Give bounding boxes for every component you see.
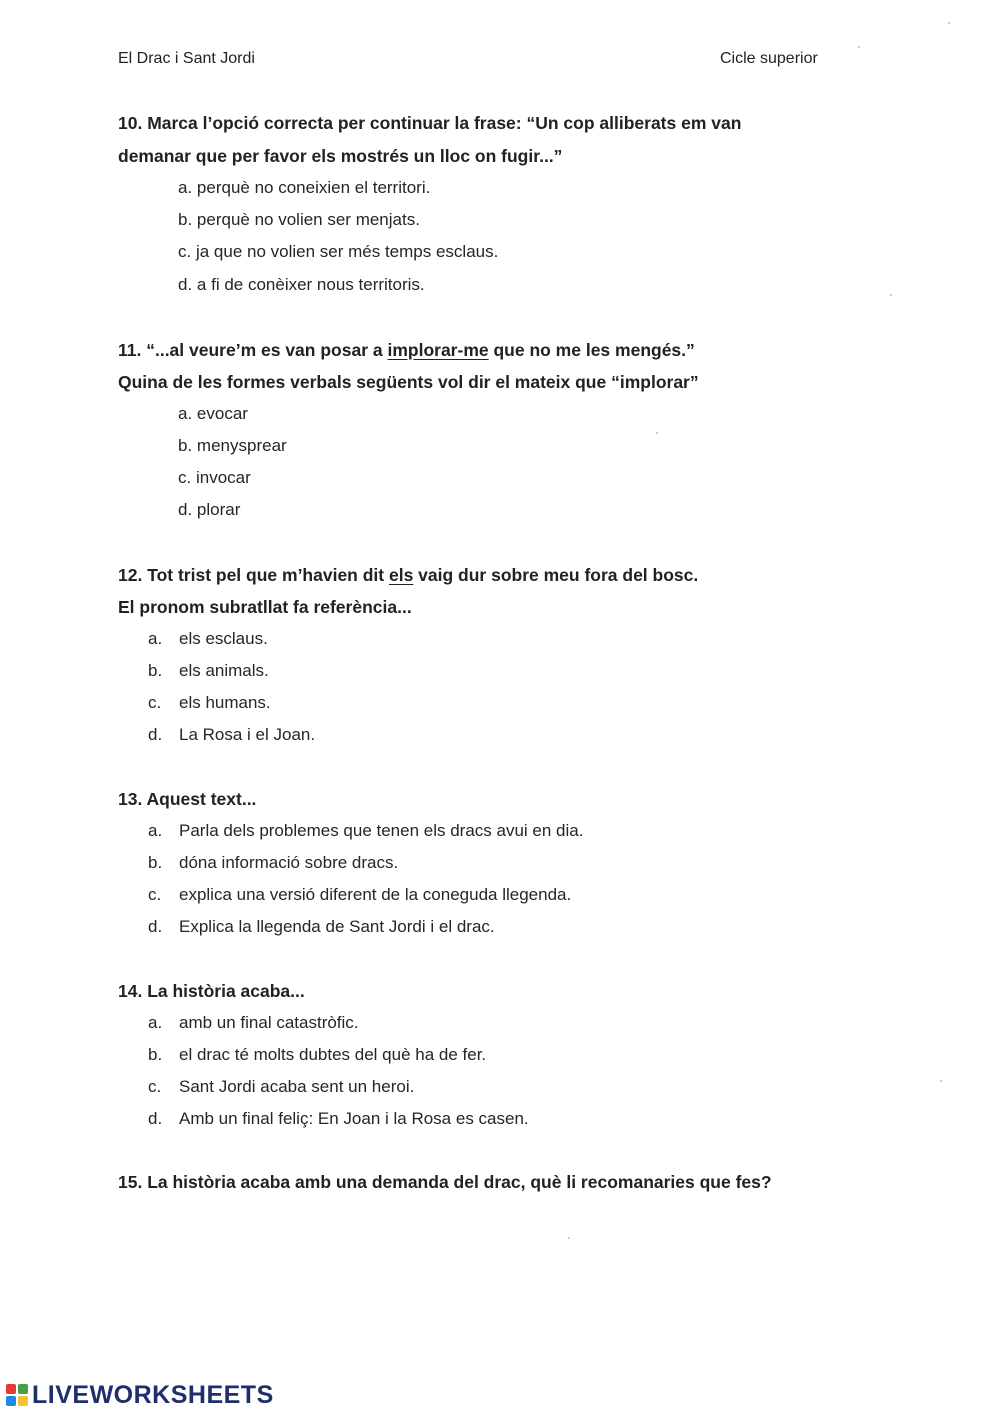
question-15: 15. La història acaba amb una demanda del drac, què li recomanaries que fes?	[118, 1172, 772, 1192]
option-letter: a.	[148, 821, 163, 840]
logo-text: LIVEWORKSHEETS	[32, 1380, 274, 1409]
option-13a[interactable]	[148, 821, 583, 841]
option-10d[interactable]	[178, 275, 425, 295]
option-12c[interactable]	[148, 693, 271, 713]
option-letter: d.	[178, 275, 193, 294]
option-text: invocar	[195, 468, 251, 487]
header-level: Cicle superior	[720, 50, 818, 67]
question-12-line2: El pronom subratllat fa referència...	[118, 597, 412, 617]
option-text: La Rosa i el Joan.	[179, 725, 316, 744]
option-13c[interactable]	[148, 885, 571, 905]
option-text: explica una versió diferent de la coneguda llegenda.	[179, 885, 572, 904]
question-10-line2: demanar que per favor els mostrés un lloc on fugir...”	[118, 146, 563, 166]
scan-speck	[858, 46, 860, 48]
option-text: el drac té molts dubtes del què ha de fer.	[179, 1045, 487, 1064]
option-letter: d.	[148, 917, 163, 936]
option-text: perquè no volien ser menjats.	[196, 210, 420, 229]
option-10c[interactable]	[178, 242, 498, 262]
underlined-word: els	[388, 565, 414, 585]
option-12d[interactable]	[148, 725, 315, 745]
question-12-pre: 12. Tot trist pel que m’havien dit	[118, 565, 389, 585]
option-letter: a.	[148, 1013, 163, 1032]
scan-speck	[568, 1237, 570, 1239]
option-text: dóna informació sobre dracs.	[179, 853, 399, 872]
option-text: evocar	[196, 404, 248, 423]
option-letter: b.	[178, 436, 193, 455]
question-11-line2: Quina de les formes verbals següents vol dir el mateix que “implorar”	[118, 372, 699, 392]
option-14b[interactable]	[148, 1045, 486, 1065]
scan-speck	[948, 22, 950, 24]
option-letter: d.	[148, 1109, 163, 1128]
option-10b[interactable]	[178, 210, 420, 230]
scan-speck	[890, 294, 892, 296]
question-11-line1	[118, 340, 695, 361]
option-14a[interactable]	[148, 1013, 359, 1033]
option-text: perquè no coneixien el territori.	[196, 178, 431, 197]
option-12b[interactable]	[148, 661, 269, 681]
option-text: ja que no volien ser més temps esclaus.	[195, 242, 499, 261]
option-14d[interactable]	[148, 1109, 529, 1129]
option-text: Sant Jordi acaba sent un heroi.	[179, 1077, 415, 1096]
option-13d[interactable]	[148, 917, 495, 937]
option-letter: a.	[178, 178, 193, 197]
option-letter: a.	[178, 404, 193, 423]
question-13: 13. Aquest text...	[118, 789, 257, 809]
option-letter: d.	[148, 725, 163, 744]
question-12-line1	[118, 565, 698, 586]
question-11-post: que no me les mengés.”	[488, 340, 695, 360]
option-letter: b.	[178, 210, 193, 229]
option-11d[interactable]	[178, 500, 240, 520]
option-text: menysprear	[196, 436, 287, 455]
option-10a[interactable]	[178, 178, 430, 198]
scan-speck	[656, 432, 658, 434]
scan-speck	[940, 1080, 942, 1082]
option-text: Amb un final feliç: En Joan i la Rosa es casen.	[179, 1109, 529, 1128]
option-text: Parla dels problemes que tenen els dracs avui en dia.	[179, 821, 584, 840]
option-letter: c.	[178, 242, 192, 261]
option-11c[interactable]	[178, 468, 251, 488]
underlined-word: implorar-me	[387, 340, 489, 360]
option-letter: a.	[148, 629, 163, 648]
option-text: plorar	[196, 500, 241, 519]
option-text: els humans.	[179, 693, 271, 712]
liveworksheets-logo[interactable]	[6, 1380, 274, 1410]
option-13b[interactable]	[148, 853, 398, 873]
question-11-pre: 11. “...al veure’m es van posar a	[118, 340, 388, 360]
option-text: amb un final catastròfic.	[179, 1013, 359, 1032]
option-letter: d.	[178, 500, 193, 519]
option-11a[interactable]	[178, 404, 248, 424]
option-14c[interactable]	[148, 1077, 414, 1097]
option-11b[interactable]	[178, 436, 287, 456]
question-10-line1: 10. Marca l’opció correcta per continuar la frase: “Un cop alliberats em van	[118, 113, 742, 133]
option-letter: c.	[148, 693, 162, 712]
option-12a[interactable]	[148, 629, 268, 649]
header-title: El Drac i Sant Jordi	[118, 50, 255, 67]
option-text: a fi de conèixer nous territoris.	[196, 275, 425, 294]
option-text: els animals.	[179, 661, 269, 680]
option-letter: c.	[148, 885, 162, 904]
option-text: els esclaus.	[179, 629, 268, 648]
option-letter: c.	[178, 468, 192, 487]
option-letter: b.	[148, 853, 163, 872]
logo-grid-icon	[6, 1384, 28, 1406]
option-letter: b.	[148, 661, 163, 680]
question-14: 14. La història acaba...	[118, 981, 305, 1001]
option-letter: c.	[148, 1077, 162, 1096]
question-12-post: vaig dur sobre meu fora del bosc.	[413, 565, 699, 585]
option-text: Explica la llegenda de Sant Jordi i el drac.	[179, 917, 495, 936]
option-letter: b.	[148, 1045, 163, 1064]
